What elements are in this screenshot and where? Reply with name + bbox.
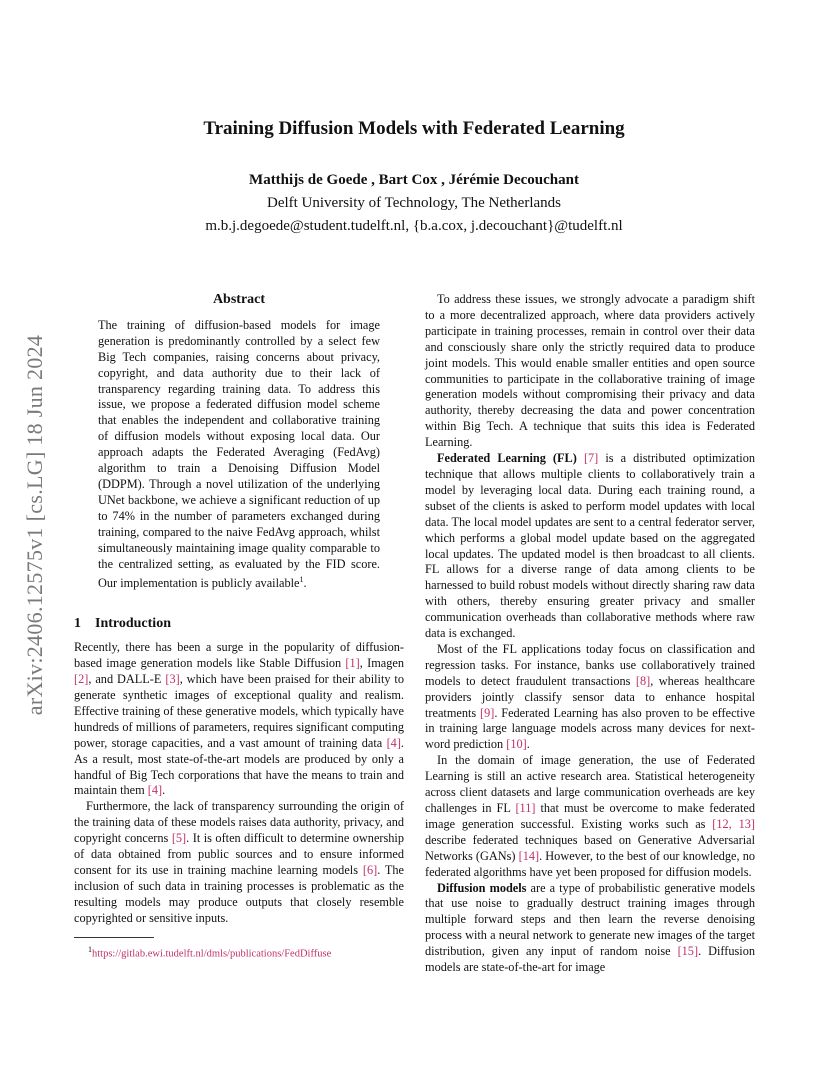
intro-paragraph-2 bbox=[74, 799, 404, 926]
section-heading-introduction bbox=[74, 616, 404, 632]
right-column bbox=[425, 292, 755, 976]
citation-link[interactable]: [7] bbox=[583, 451, 599, 466]
citation-link[interactable]: [12, 13] bbox=[712, 816, 755, 831]
abstract-body: The training of diffusion-based models for image generation is predominantly controlled by a select few Big Tech companies, raising concerns about privacy, copyright, and data authority due to their lack of transparency regarding training data. To address this issue, we propose a federated diffusion model scheme that enables the independent and collaborative training of diffusion models without exposing local data. Our approach adapts the Federated Averaging (FedAvg) algorithm to train a Denoising Diffusion Model (DDPM). Through a novel utilization of the underlying UNet backbone, we achieve a significant reduction of up to 74% in the number of parameters exchanged during training, compared to the naive FedAvg approach, whilst simultaneously maintaining image quality comparable to the centralized setting, as evaluated by the FID score. Our implementation is publicly available$^1$. bbox=[98, 317, 380, 591]
citation-link[interactable]: [4] bbox=[386, 735, 401, 750]
text-run: In the domain of image generation, the use of Federated Learning is still an active research area. Statistical heterogeneity across client datasets and large communication overheads are key challenges in FL bbox=[425, 753, 755, 815]
text-run: Recently, there has been a surge in the popularity of diffusion-based image generation models like Stable Diffusion bbox=[74, 640, 404, 671]
citation-link[interactable]: [4] bbox=[147, 783, 163, 798]
text-run: Most of the FL applications today focus on classification and regression tasks. For instance, banks use collaboratively trained models to detect fraudulent transactions bbox=[425, 641, 755, 688]
text-run: . Federated Learning has also proven to be effective in training large language models across many devices for next-word prediction bbox=[425, 705, 755, 752]
right-paragraph-2 bbox=[425, 451, 755, 642]
right-paragraph-1: To address these issues, we strongly advocate a paradigm shift to a more decentralized approach, where data providers actively participate in training processes, remain in control over their data and consciously share only the strictly required data to produce joint models. This would enable smaller entities and open source communities to participate in the collaborative training of image generation models without compromising their privacy and data authority, thereby decreasing the data and power concentration within Big Tech. A technique that suits this idea is Federated Learning. bbox=[425, 292, 755, 450]
paper-title: Training Diffusion Models with Federated Learning bbox=[203, 118, 625, 139]
citation-link[interactable]: [1] bbox=[345, 656, 360, 671]
footnote-divider bbox=[74, 937, 154, 938]
author-list: Matthijs de Goede , Bart Cox , Jérémie Decouchant bbox=[249, 172, 579, 188]
affiliation: Delft University of Technology, The Netherlands bbox=[266, 195, 562, 211]
text-run: are a type of probabilistic generative models that use noise to gradually destruct training images through multiple forward steps and then learn the reverse denoising process with a neural network to generate new images of the target distribution, given any input of random noise bbox=[425, 880, 755, 959]
text-run: describe federated techniques based on Generative Adversarial Networks (GANs) bbox=[425, 832, 755, 863]
footnote bbox=[88, 942, 404, 962]
run-in-heading: Diffusion models bbox=[437, 880, 527, 895]
arxiv-identifier-text: arXiv:2406.12575v1 [cs.LG] 18 Jun 2024 bbox=[22, 334, 47, 716]
text-run: . As a result, most state-of-the-art models are produced by only a handful of Big Tech corporations that have the means to train and maintain them bbox=[74, 735, 404, 798]
text-run: , which have been praised for their ability to generate synthetic images of exceptional quality and realism. Effective training of these generative models, which typically have hundreds of millions of parameters, requires significant computing power, storage capacities, and a vast amount of training data bbox=[74, 672, 404, 750]
footnote-number: 1 bbox=[88, 944, 92, 954]
right-paragraph-3 bbox=[425, 642, 755, 753]
text-run: , and DALL-E bbox=[88, 672, 166, 687]
text-run: , Imagen bbox=[359, 656, 404, 671]
text-run: . Diffusion models are state-of-the-art for image bbox=[425, 944, 755, 975]
citation-link[interactable]: [6] bbox=[362, 863, 378, 877]
left-column bbox=[74, 292, 404, 962]
citation-link[interactable]: [5] bbox=[171, 831, 187, 846]
citation-link[interactable]: [2] bbox=[74, 672, 89, 687]
text-run: . bbox=[526, 737, 530, 752]
text-run bbox=[577, 451, 584, 465]
citation-link[interactable]: [3] bbox=[165, 672, 180, 687]
abstract-text: The training of diffusion-based models for image generation is predominantly controlled by a select few Big Tech companies, raising concerns about privacy, copyright, and data authority due to their lack of transparency regarding training data. To address this issue, we propose a federated diffusion model scheme that enables the independent and collaborative training of diffusion models without exposing local data. Our approach adapts the Federated Averaging (FedAvg) algorithm to train a Denoising Diffusion Model (DDPM). Through a novel utilization of the underlying UNet backbone, we achieve a significant reduction of up to 74% in the number of parameters exchanged during training, compared to the naive FedAvg approach, whilst simultaneously maintaining image quality comparable to the centralized setting, as evaluated by the FID score. Our implementation is publicly available bbox=[98, 317, 380, 591]
citation-link[interactable]: [15] bbox=[677, 944, 699, 959]
repository-link[interactable]: https://gitlab.ewi.tudelft.nl/dmls/publications/FedDiffuse bbox=[92, 948, 332, 960]
text-run: . It is often difficult to determine ownership of data obtained from public sources and to ensure informed consent for its use in training machine learning models bbox=[74, 831, 404, 877]
intro-paragraph-1 bbox=[74, 640, 404, 799]
citation-link[interactable]: [9] bbox=[480, 705, 495, 720]
text-run: is a distributed optimization technique that allows multiple clients to collaboratively train a model by leveraging local data. During each training round, a subset of the clients is asked to perform model updates with local data. The local model updates are sent to a central federator server, which performs a global model update based on the aggregated local updates. The updated model is then broadcast to all clients. FL allows for a diverse range of data among clients to be harnessed to build robust models without directly sharing raw data with others, thereby ensuring greater privacy and smaller communication overheads than collaborative methods where raw data is exchanged. bbox=[425, 451, 756, 641]
citation-link[interactable]: [11] bbox=[515, 801, 536, 815]
text-run: , whereas healthcare providers jointly classify sensor data to enhance hospital treatments bbox=[425, 673, 755, 720]
text-run: Furthermore, the lack of transparency surrounding the origin of the training data of these models raises data authority, privacy, and copyright concerns bbox=[74, 799, 404, 846]
section-number: 1 bbox=[74, 616, 81, 632]
text-run: . However, to the best of our knowledge, no federated algorithms have yet been proposed for diffusion models. bbox=[425, 848, 755, 879]
run-in-heading: Federated Learning (FL) bbox=[437, 451, 577, 466]
citation-link[interactable]: [8] bbox=[635, 673, 651, 688]
abstract-heading: Abstract bbox=[212, 292, 266, 307]
author-emails: m.b.j.degoede@student.tudelft.nl, {b.a.cox, j.decouchant}@tudelft.nl bbox=[205, 218, 623, 234]
text-run: that must be overcome to make federated image generation successful. Existing works such as bbox=[425, 801, 756, 831]
text-run: . The inclusion of such data in training processes is problematic as the resulting models may produce outputs that closely resemble copyrighted or sensitive inputs. bbox=[74, 863, 405, 925]
footnote-marker[interactable]: 1 bbox=[299, 575, 304, 585]
right-paragraph-5 bbox=[425, 881, 755, 976]
section-title: Introduction bbox=[95, 616, 171, 632]
citation-link[interactable]: [10] bbox=[506, 737, 527, 752]
text-run: . bbox=[162, 783, 166, 798]
arxiv-identifier bbox=[20, 290, 50, 760]
right-paragraph-4 bbox=[425, 753, 755, 880]
citation-link[interactable]: [14] bbox=[518, 848, 540, 863]
